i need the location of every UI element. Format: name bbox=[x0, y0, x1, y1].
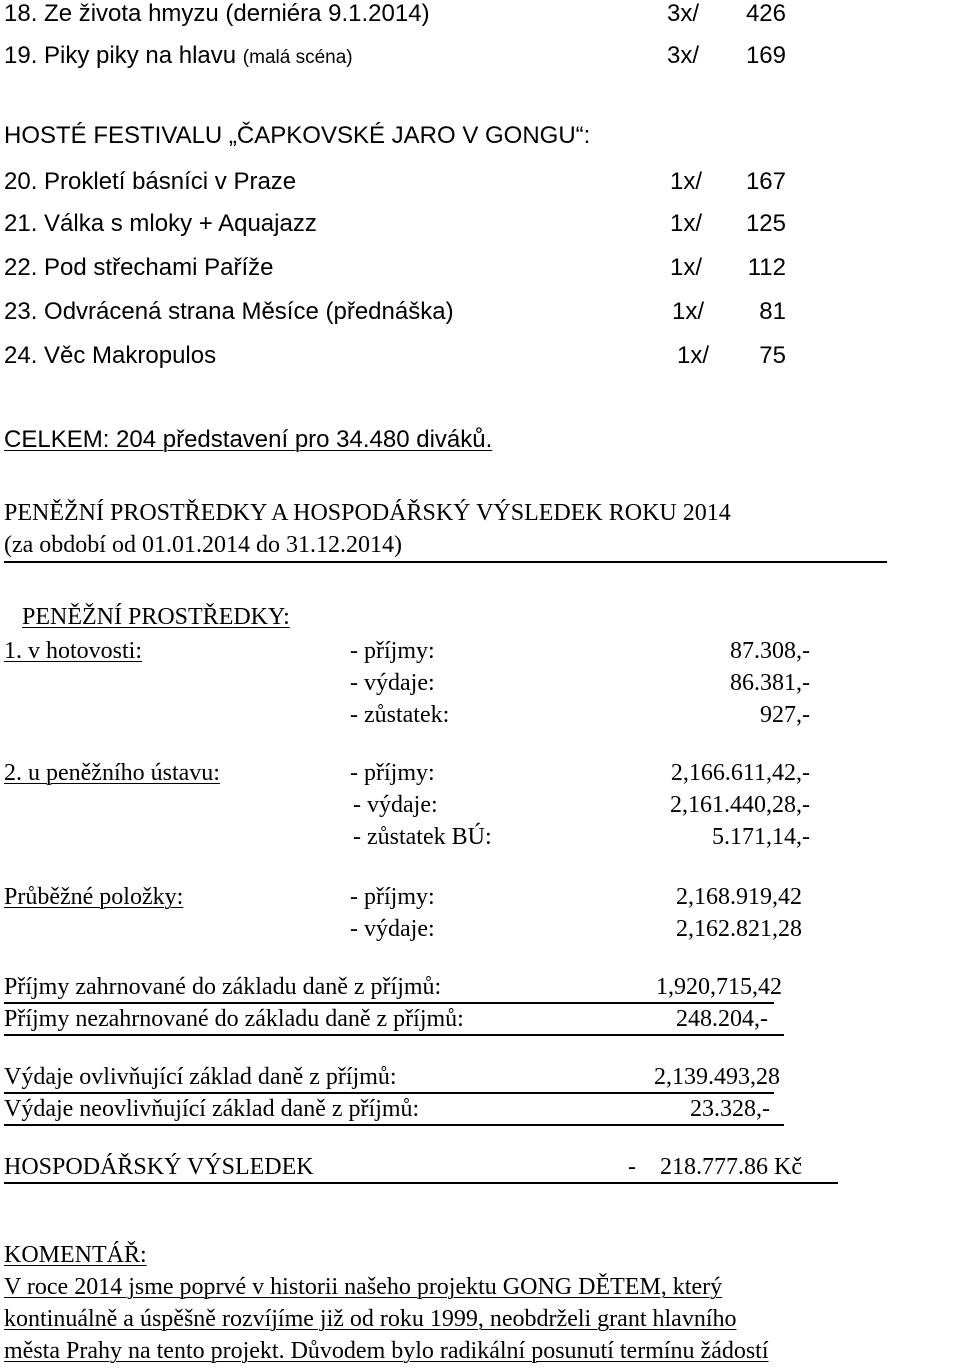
comment-line: kontinuálně a úspěšně rozvíjíme již od roku 1999, neobdrželi grant hlavního bbox=[4, 1306, 737, 1332]
bank-balance-value: 5.171,14,- bbox=[712, 824, 810, 850]
cash-expense-value: 86.381,- bbox=[730, 670, 810, 696]
bank-income-label: - příjmy: bbox=[350, 760, 435, 786]
guest-viewers: 81 bbox=[759, 298, 786, 325]
cash-label: 1. v hotovosti: bbox=[4, 638, 143, 664]
guest-name: 23. Odvrácená strana Měsíce (přednáška) bbox=[4, 298, 454, 325]
guest-name: 20. Prokletí básníci v Praze bbox=[4, 168, 297, 195]
tax-income-label: Příjmy zahrnované do základu daně z příjmů: bbox=[4, 974, 442, 1000]
bank-label: 2. u peněžního ústavu: bbox=[4, 760, 220, 786]
guest-viewers: 125 bbox=[745, 210, 786, 237]
guest-viewers: 75 bbox=[759, 342, 786, 369]
program-note: (malá scéna) bbox=[242, 47, 353, 68]
guest-viewers: 167 bbox=[745, 168, 786, 195]
comment-heading: KOMENTÁŘ: bbox=[4, 1242, 147, 1268]
non-tax-expense-rule bbox=[4, 1124, 784, 1126]
cash-balance-label: - zůstatek: bbox=[350, 702, 450, 728]
tax-expense-value: 2,139.493,28 bbox=[654, 1064, 780, 1090]
tax-expense-label: Výdaje ovlivňující základ daně z příjmů: bbox=[4, 1064, 397, 1090]
comment-line: V roce 2014 jsme poprvé v historii našeho projektu GONG DĚTEM, který bbox=[4, 1274, 723, 1300]
cash-expense-label: - výdaje: bbox=[350, 670, 435, 696]
program-count: 3x/ bbox=[667, 0, 700, 27]
guest-name: 24. Věc Makropulos bbox=[4, 342, 217, 369]
program-viewers: 169 bbox=[745, 42, 786, 69]
program-row-18 bbox=[4, 0, 430, 28]
result-rule bbox=[4, 1182, 838, 1184]
program-name: 18. Ze života hmyzu (derniéra 9.1.2014) bbox=[4, 0, 430, 27]
cash-income-value: 87.308,- bbox=[730, 638, 810, 664]
guest-viewers: 112 bbox=[747, 254, 786, 281]
tax-income-value: 1,920,715,42 bbox=[656, 974, 782, 1000]
finance-period: (za období od 01.01.2014 do 31.12.2014) bbox=[4, 532, 402, 558]
transit-label: Průběžné položky: bbox=[4, 884, 184, 910]
guest-count: 1x/ bbox=[677, 342, 710, 369]
guest-name: 21. Válka s mloky + Aquajazz bbox=[4, 210, 317, 237]
comment-line: města Prahy na tento projekt. Důvodem bylo radikální posunutí termínu žádostí bbox=[4, 1338, 769, 1364]
result-value: - 218.777.86 Kč bbox=[628, 1154, 802, 1180]
non-tax-expense-label: Výdaje neovlivňující základ daně z příjmů: bbox=[4, 1096, 420, 1122]
total-line: CELKEM: 204 představení pro 34.480 diváků. bbox=[4, 426, 493, 453]
transit-expense-value: 2,162.821,28 bbox=[676, 916, 802, 942]
transit-income-label: - příjmy: bbox=[350, 884, 435, 910]
guests-heading: HOSTÉ FESTIVALU „ČAPKOVSKÉ JARO V GONGU“: bbox=[4, 122, 591, 149]
tax-expense-rule bbox=[4, 1092, 774, 1094]
result-label: HOSPODÁŘSKÝ VÝSLEDEK bbox=[4, 1154, 314, 1180]
bank-balance-label: - zůstatek BÚ: bbox=[353, 824, 492, 850]
finance-heading: PENĚŽNÍ PROSTŘEDKY A HOSPODÁŘSKÝ VÝSLEDEK ROKU 2014 bbox=[4, 500, 731, 526]
tax-income-rule bbox=[4, 1002, 774, 1004]
program-count: 3x/ bbox=[667, 42, 700, 69]
non-tax-expense-value: 23.328,- bbox=[690, 1096, 770, 1122]
program-row-19 bbox=[4, 42, 353, 70]
transit-income-value: 2,168.919,42 bbox=[676, 884, 802, 910]
non-tax-income-label: Příjmy nezahrnované do základu daně z příjmů: bbox=[4, 1006, 464, 1032]
guest-count: 1x/ bbox=[670, 210, 703, 237]
non-tax-income-value: 248.204,- bbox=[676, 1006, 768, 1032]
bank-income-value: 2,166.611,42,- bbox=[670, 760, 810, 786]
transit-expense-label: - výdaje: bbox=[350, 916, 435, 942]
guest-count: 1x/ bbox=[670, 254, 703, 281]
cash-heading: PENĚŽNÍ PROSTŘEDKY: bbox=[22, 604, 290, 630]
non-tax-income-rule bbox=[4, 1034, 784, 1036]
bank-expense-label: - výdaje: bbox=[353, 792, 438, 818]
guest-count: 1x/ bbox=[672, 298, 705, 325]
program-viewers: 426 bbox=[745, 0, 786, 27]
heading-rule bbox=[4, 561, 887, 563]
guest-count: 1x/ bbox=[670, 168, 703, 195]
cash-income-label: - příjmy: bbox=[350, 638, 435, 664]
guest-name: 22. Pod střechami Paříže bbox=[4, 254, 274, 281]
bank-expense-value: 2,161.440,28,- bbox=[670, 792, 810, 818]
cash-balance-value: 927,- bbox=[760, 702, 810, 728]
program-name: 19. Piky piky na hlavu bbox=[4, 42, 237, 69]
